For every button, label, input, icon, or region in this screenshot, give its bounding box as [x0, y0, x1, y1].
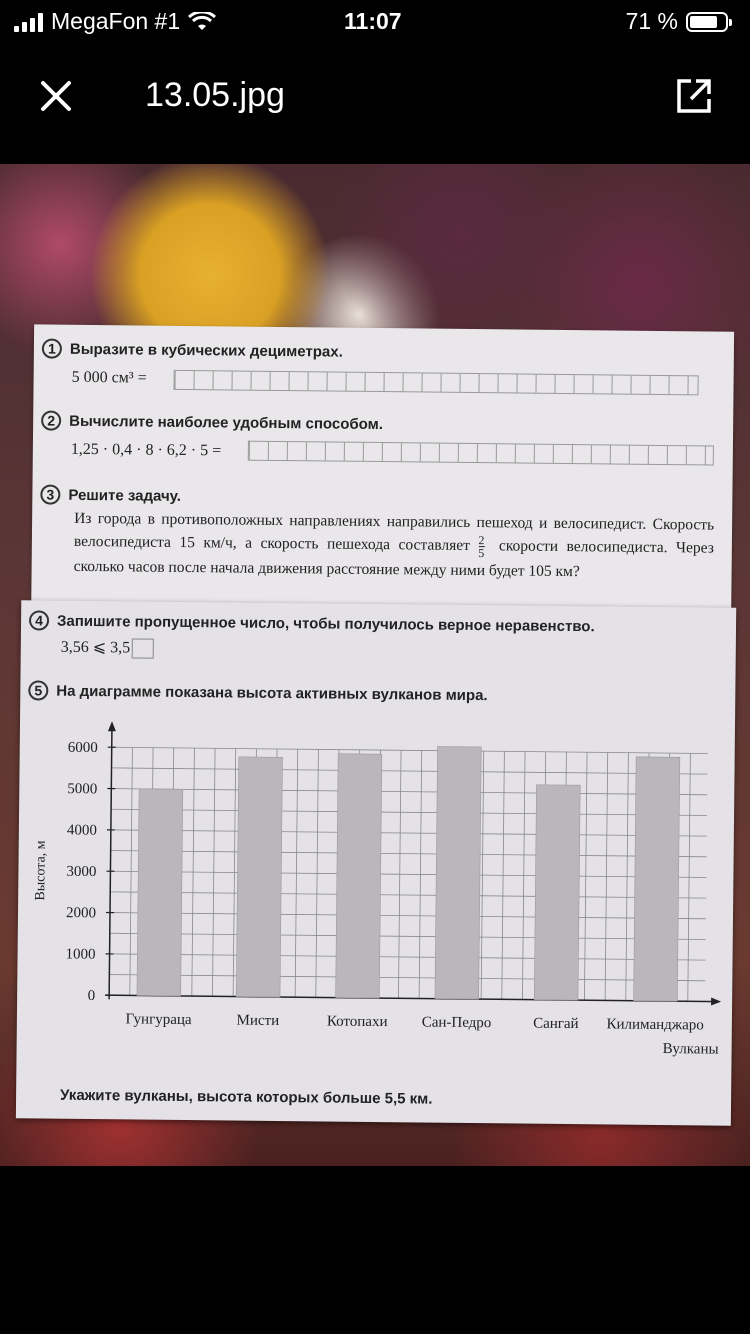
battery-icon	[686, 12, 728, 32]
task-3-text-1: Из города в противоположных направлениях направились пешеход и велосипедист. Скорость велосипедиста 15 км/ч, а скорость пешехода составляет	[73, 509, 715, 555]
y-tick-label: 1000	[65, 946, 96, 963]
grid-line	[111, 789, 707, 795]
worksheet-top-sheet	[31, 324, 734, 616]
y-tick-label: 6000	[67, 739, 98, 757]
task-4-expression	[61, 637, 155, 659]
x-tick-label: Килиманджаро	[606, 1016, 704, 1034]
task-title: На диаграмме показана высота активных вулканов мира.	[56, 682, 488, 704]
x-axis-label: Вулканы	[662, 1041, 719, 1058]
battery-percent: 71 %	[625, 8, 678, 34]
y-tick-label: 2000	[65, 905, 97, 922]
task-title: Запишите пропущенное число, чтобы получилось верное неравенство.	[56, 612, 595, 635]
x-tick-label: Сан-Педро	[421, 1014, 492, 1032]
fraction	[478, 534, 484, 559]
x-tick-label: Мисти	[236, 1012, 280, 1030]
task-1-expression: 5 000 см³ =	[71, 368, 147, 387]
file-title: 13.05.jpg	[145, 76, 285, 114]
task-number: 5	[28, 680, 48, 700]
signal-icon	[14, 12, 43, 32]
bar	[236, 757, 282, 997]
x-tick-label: Сангай	[533, 1015, 579, 1033]
fraction-numerator: 2	[478, 533, 485, 548]
open-external-icon[interactable]	[674, 76, 714, 116]
task-1	[42, 338, 343, 361]
wifi-icon	[188, 12, 216, 32]
bar	[435, 747, 481, 1000]
y-tick-label: 0	[87, 987, 96, 1005]
inequality: 3,56 ⩽ 3,5	[60, 638, 131, 657]
photo-view[interactable]	[0, 164, 750, 1166]
x-tick-label: Гунгураца	[125, 1011, 192, 1029]
grid-line	[111, 830, 707, 836]
task-5-question: Укажите вулканы, высота которых больше 5,5 км.	[60, 1086, 433, 1108]
y-tick-label: 3000	[66, 863, 97, 881]
worksheet-bottom-sheet	[16, 600, 736, 1125]
x-axis-arrow	[711, 998, 721, 1006]
task-4	[29, 610, 595, 636]
bar	[634, 757, 680, 1001]
x-tick-label: Котопахи	[326, 1013, 388, 1031]
bar	[137, 789, 183, 996]
answer-grid-1[interactable]	[173, 370, 698, 395]
y-tick-label: 5000	[67, 781, 98, 798]
task-title: Решите задачу.	[68, 486, 182, 505]
grid-line	[109, 975, 705, 981]
grid-line	[111, 809, 707, 815]
grid-line	[110, 933, 706, 939]
x-axis	[105, 995, 719, 1001]
grid-line	[111, 851, 707, 857]
task-2	[41, 410, 383, 434]
close-icon[interactable]	[38, 78, 74, 114]
task-2-expression: 1,25 · 0,4 · 8 · 6,2 · 5 =	[70, 440, 222, 460]
carrier-label: MegaFon #1	[51, 8, 181, 34]
grid-line	[112, 747, 708, 753]
worksheet	[16, 320, 736, 1127]
grid-line	[110, 913, 706, 919]
grid-line	[110, 954, 706, 960]
task-number: 3	[40, 484, 60, 504]
grid-line	[112, 768, 708, 774]
y-axis-arrow	[108, 721, 116, 731]
answer-box-4[interactable]	[132, 639, 154, 659]
volcano-height-chart	[16, 712, 735, 1079]
clock: 11:07	[344, 8, 402, 34]
task-3-text	[74, 507, 715, 585]
task-3	[40, 484, 181, 505]
fraction-denominator: 5	[478, 546, 485, 561]
task-3-text-2: скорости велосипедиста. Через сколько часов после начала движения расстояние между ними будет 105 км?	[73, 537, 714, 581]
grid-line	[110, 871, 706, 877]
task-number: 1	[42, 338, 62, 358]
y-axis-label: Высота, м	[33, 840, 49, 901]
task-title: Выразите в кубических дециметрах.	[69, 340, 343, 361]
y-axis	[109, 723, 112, 999]
y-tick-label: 4000	[66, 822, 97, 839]
bar	[336, 754, 382, 998]
task-5	[28, 680, 488, 705]
bar	[534, 785, 580, 1000]
grid-line	[110, 892, 706, 898]
task-number: 2	[41, 410, 61, 430]
task-title: Вычислите наиболее удобным способом.	[69, 412, 384, 433]
status-bar	[0, 0, 750, 44]
viewer-toolbar	[0, 60, 750, 140]
task-number: 4	[29, 610, 49, 630]
answer-grid-2[interactable]	[248, 441, 714, 466]
